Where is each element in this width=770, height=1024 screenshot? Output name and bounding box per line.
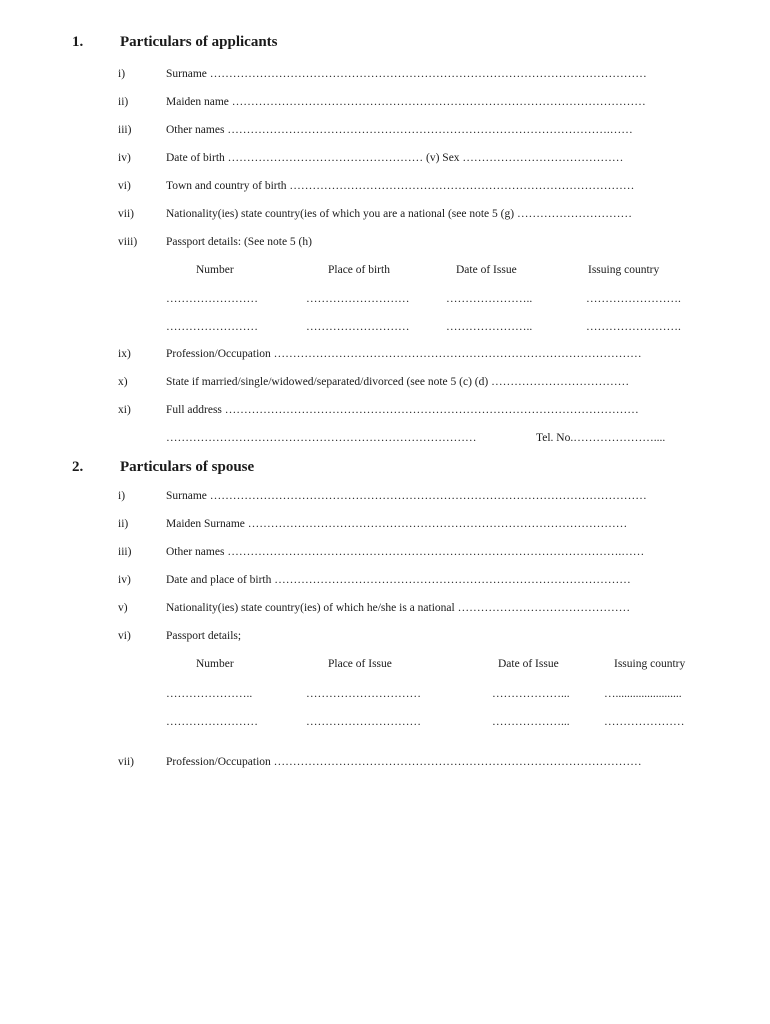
s1-surname-field[interactable]: Surname ……………………………………………………………………………………………………: [166, 68, 647, 80]
s2-passport-header-number: Number: [196, 658, 234, 670]
s2-passport-country-field[interactable]: ….......................: [604, 688, 682, 700]
s1-town-country-birth-field[interactable]: Town and country of birth ………………………………………………………………………………: [166, 180, 635, 192]
s1-passport-date-field[interactable]: …………………..: [446, 293, 533, 305]
s2-item-num: ii): [118, 518, 129, 530]
s2-passport-number-field[interactable]: …………………..: [166, 688, 253, 700]
s2-passport-place-field[interactable]: …………………………: [306, 688, 421, 700]
s2-item-num: iii): [118, 546, 132, 558]
s1-full-address-field[interactable]: Full address ………………………………………………………………………………………………: [166, 404, 639, 416]
s1-item-num: iv): [118, 152, 131, 164]
s2-item-num: vii): [118, 756, 134, 768]
s1-passport-number-field[interactable]: ……………………: [166, 293, 258, 305]
s1-item-num: iii): [118, 124, 132, 136]
s2-passport-label: Passport details;: [166, 630, 242, 642]
s1-dob-sex-field[interactable]: Date of birth …………………………………………… (v) Sex ……………………………………: [166, 152, 624, 164]
s1-other-names-field[interactable]: Other names ……………………………………………………………………………………….……: [166, 124, 633, 136]
s2-passport-header-place: Place of Issue: [328, 658, 392, 670]
s1-passport-place-field[interactable]: ………………………: [306, 321, 410, 333]
s1-passport-header-date: Date of Issue: [456, 264, 517, 276]
section1-number: 1.: [72, 34, 84, 50]
s1-item-num: vii): [118, 208, 134, 220]
s2-passport-header-country: Issuing country: [614, 658, 686, 670]
s2-other-names-field[interactable]: Other names ………………………………………………………………………………………….……: [166, 546, 645, 558]
s1-passport-label: Passport details: (See note 5 (h): [166, 236, 312, 248]
s2-profession-field[interactable]: Profession/Occupation ……………………………………………………………………………………: [166, 756, 642, 768]
s1-marital-status-field[interactable]: State if married/single/widowed/separated/divorced (see note 5 (c) (d) ………………………………: [166, 376, 630, 388]
s1-address-line2-field[interactable]: ………………………………………………………………………: [166, 432, 477, 444]
s1-maiden-name-field[interactable]: Maiden name ………………………………………………………………………………………………: [166, 96, 646, 108]
s1-passport-country-field[interactable]: …………………….: [586, 321, 681, 333]
s1-nationality-field[interactable]: Nationality(ies) state country(ies of which you are a national (see note 5 (g) …………………………: [166, 208, 632, 220]
section2-number: 2.: [72, 459, 84, 475]
s2-item-num: i): [118, 490, 126, 502]
s1-item-num: ii): [118, 96, 129, 108]
s1-passport-country-field[interactable]: …………………….: [586, 293, 681, 305]
s2-passport-date-field[interactable]: ………………...: [492, 716, 570, 728]
section2-title: Particulars of spouse: [120, 459, 255, 475]
s1-item-num: ix): [118, 348, 131, 360]
s2-passport-header-date: Date of Issue: [498, 658, 559, 670]
s1-passport-header-country: Issuing country: [588, 264, 660, 276]
s1-tel-field[interactable]: Tel. No.…………………....: [536, 432, 666, 444]
s2-nationality-field[interactable]: Nationality(ies) state country(ies) of which he/she is a national ………………………………………: [166, 602, 631, 614]
s2-item-num: v): [118, 602, 128, 614]
s1-item-num: x): [118, 376, 128, 388]
s1-passport-date-field[interactable]: …………………..: [446, 321, 533, 333]
s2-date-place-birth-field[interactable]: Date and place of birth …………………………………………………………………………………: [166, 574, 631, 586]
s2-passport-number-field[interactable]: ……………………: [166, 716, 258, 728]
s1-profession-field[interactable]: Profession/Occupation ……………………………………………………………………………………: [166, 348, 642, 360]
s1-passport-place-field[interactable]: ………………………: [306, 293, 410, 305]
s1-passport-header-number: Number: [196, 264, 234, 276]
s2-passport-country-field[interactable]: …………………: [604, 716, 685, 728]
s1-item-num: i): [118, 68, 126, 80]
s2-item-num: iv): [118, 574, 131, 586]
s2-item-num: vi): [118, 630, 131, 642]
s1-passport-header-place: Place of birth: [328, 264, 390, 276]
s2-passport-place-field[interactable]: …………………………: [306, 716, 421, 728]
s1-item-num: vi): [118, 180, 131, 192]
s1-passport-number-field[interactable]: ……………………: [166, 321, 258, 333]
s1-item-num: xi): [118, 404, 131, 416]
s2-passport-date-field[interactable]: ………………...: [492, 688, 570, 700]
s2-maiden-surname-field[interactable]: Maiden Surname ………………………………………………………………………………………: [166, 518, 628, 530]
section1-title: Particulars of applicants: [120, 34, 278, 50]
s1-item-num: viii): [118, 236, 138, 248]
s2-surname-field[interactable]: Surname ……………………………………………………………………………………………………: [166, 490, 647, 502]
